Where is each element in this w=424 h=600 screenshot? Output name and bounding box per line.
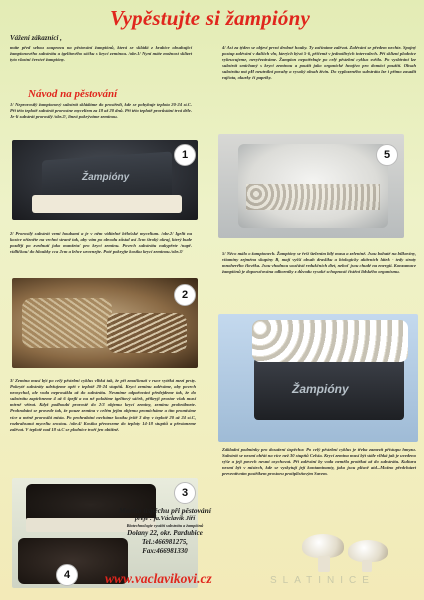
- basic-conditions-text: Základní podmínky pro dosažení úspěchu: Po celý pěstební cyklus je třeba zamezit přístupu hmyzu. Substrát se nesmí ohřát na více než 30 stupňů Celsia. Krycí zemina musí být stále vlhká jak je uvedeno výše a její povrch nesmí osychovat. Při zalévání by voda neměla protékat až do substrátu. Kultura nesmí být v místech, kde se vyskytují její kontaminanty, jako jsou plísně atd...Možno předcházet preventivním postřikem prostoru protiplísňovým Savem.: [222, 447, 416, 477]
- step-badge-5: 5: [376, 144, 398, 166]
- section-heading: Návod na pěstování: [28, 88, 118, 100]
- package-label: Žampióny: [82, 172, 130, 183]
- step-badge-1: 1: [174, 144, 196, 166]
- step-badge-3: 3: [174, 482, 196, 504]
- contact-line-3: Biotechnologie využití substrátu a žampiónů: [126, 523, 204, 528]
- step-badge-2: 2: [174, 284, 196, 306]
- contact-line-4: Dolany 22, okr. Pardubice: [127, 529, 203, 537]
- contact-phone: Tel.:466981275,: [141, 538, 189, 546]
- photo-harvest: [218, 314, 418, 442]
- contact-line-2: přeje : fa.Václavík Jiří: [134, 515, 196, 522]
- contact-fax: Fax:466981330: [142, 547, 188, 555]
- step-2-text: 2/ Prorostlý substrát vemi houbami a je v něm viditelné bělošské mycelium. /obr.2/ Igelit na kostce ořízněte na vrchní straně tak, aby vám po obvodu zůstal asi 3cm široký okraj, který bude později po zvednutí jako manžeta/ pro krycí zeminu. Povrch substrátu nakypřete /např. vidličkou/ do hloubky cca 2cm a lehce urovnejte. Poté pokryjte kostku krycí zeminou./obr.3/: [10, 231, 192, 255]
- greeting: Vážení zákazníci ,: [10, 34, 62, 42]
- page-title: Vypěstujte si žampióny: [110, 6, 311, 30]
- contact-block: [85, 506, 245, 556]
- step-1-text: 1/ Neprorostlý žampionový substrát skládáme do prostředí, kde se pohybuje teplota 20-24 st.C. Při této teplotě substrát prorostne myceliem za 18 až 20 dnů. Při této teplotě prorůstání trvá déle. Je-li substrát prorostlý /obr.2/, lineá pokrýváme zeminou.: [10, 102, 192, 120]
- contact-line-1: Mnoho úspěchu při pěstování: [119, 506, 211, 515]
- brand-watermark: SLATINICE: [270, 575, 375, 586]
- step-5-text: 5/ Něco málo o žampionech. Žampióny se řeší štelením bílý masa a zelenině. Jsou bohaté na bílkoviny, vitamíny zejména skupiny B, mají vyšší obsah draslíku a biologicky aktivních látek - tedy straty mnoherého člověka. Jsou vhodnou součástí redukčních diet, nebot' jsou chudé na energii. Konzumace žampiónů je doporučována odborníky z důvodu vysoké schopnosti čistění lidského organismu.: [222, 251, 416, 275]
- intro-text: máte před sebou soupravu na pěstování žampiónů, která se skládá z krabice obsahující žampionového substrátu a igelitového sáčku s krycí zeminou. /obr.1/ Nyní máte možnost sklízet tyto vlastní čerstvé žampióny.: [10, 45, 192, 63]
- website-link[interactable]: www.vaclavikovi.cz: [105, 571, 212, 586]
- photo-substrate-2: [12, 278, 198, 368]
- photo-package-1: [12, 140, 198, 220]
- package-label-harvest: Žampióny: [292, 382, 349, 396]
- step-badge-4: 4: [56, 564, 78, 586]
- mushroom-illustration: [300, 530, 396, 574]
- step-3-text: 3/ Zemina musí být po celý pěstební cyklus vlhká tak, že při zmačknutí v ruce vytéká mezi prsty. Pokryté substráty udržujeme opět v teplotě 20-24 stupňů. Krycí zeminu zaléváme, aby povrch neosychal, ale voda neprosákla až do substrátu. Nesmíme odpařování předejdeme tak, že do substrátu zapíchneme 4 až 6 špejlí a na ně položíme igelitový sáček, přikryjí prostor však musí mírně větrat. Když podhoubí prorostě do 2/3 objemu krycí zeminy, zeminu prohrábnete. Prohrabání se provede tak, že pouze zemina v celém jejím objemu promícháme a tím promísíme více a méně prorostlá místa. Po prohrabání necháme kostku ještě 3 dny v teplotě 20 až 24 st.C, rozbrahsaná myceliu srostou. /obr.4/ Kostku přeneseme do teploty 14-18 stupňů a přestaneme zalévat. V teplotě nad 18 st.C se plodnice tvoří jen obtížně.: [10, 378, 196, 432]
- step-4-text: 4/ Asi za týden se objeví první drobné houby. Ty začínáme zalévat. Zalévání se předem nechte. Spojný postup zalévání v dalších vln, kterých bývá 5-6, přičemž v jednotlivých intervalech. Při sklizni plodnice vykrucujeme, nevyřezáváme. Žampion nepotřebuje po celý pěstební cyklus světlo. Po vysbírání lze substrát smíchaný s krycí zeminou a použít jako organické hnojivo pro domácí použití. Obsah substrátu má pH neutrální povahy a vysoký obsah živin. Do vyplozeného substrátu lze i přímo zasadit rajčata, okurky či papriky.: [222, 45, 416, 81]
